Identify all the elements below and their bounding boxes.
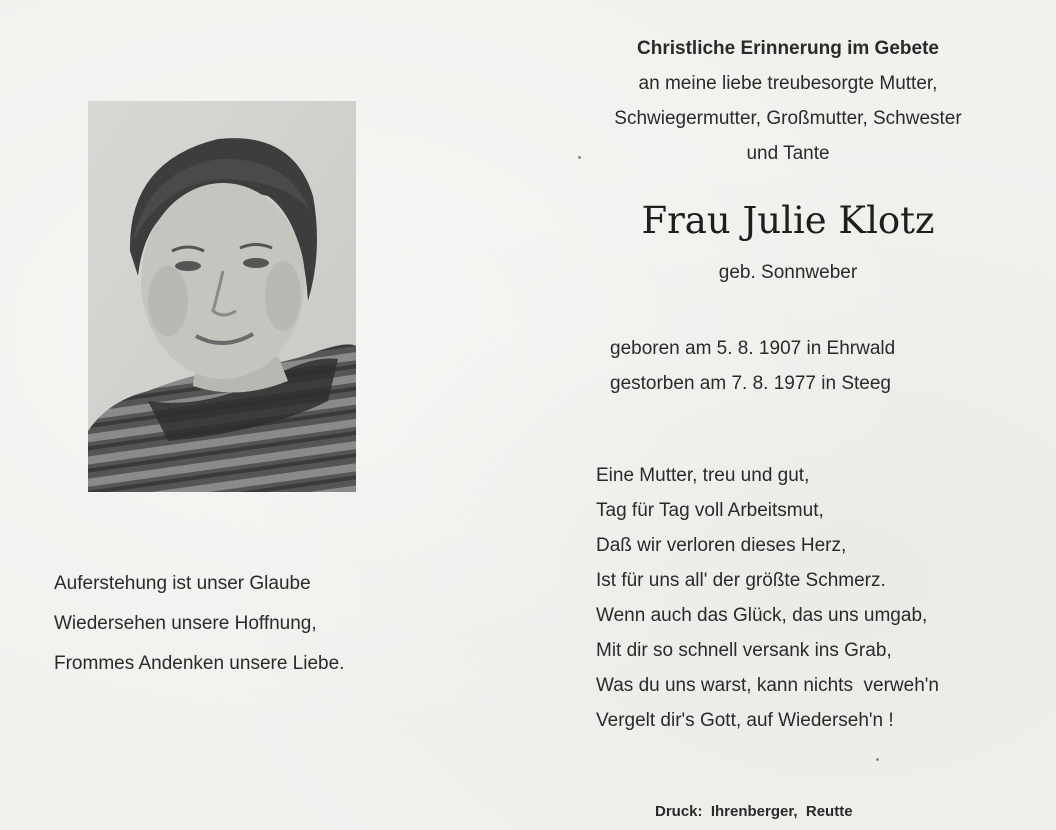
dedication-line: an meine liebe treubesorgte Mutter, <box>638 73 938 94</box>
poem-line: Vergelt dir's Gott, auf Wiederseh'n ! <box>596 710 894 731</box>
life-dates <box>610 331 895 401</box>
birth-date: geboren am 5. 8. 1907 in Ehrwald <box>610 338 896 359</box>
death-date: gestorben am 7. 8. 1977 in Steeg <box>610 373 891 394</box>
dedication-block <box>548 31 1028 171</box>
printer-credit: Druck: Ihrenberger, Reutte <box>655 803 853 820</box>
motto-line: Auferstehung ist unser Glaube <box>54 573 311 594</box>
portrait-image <box>88 101 356 492</box>
poem-line: Ist für uns all' der größte Schmerz. <box>596 570 886 591</box>
motto <box>54 564 344 684</box>
poem <box>596 458 939 738</box>
poem-line: Tag für Tag voll Arbeitsmut, <box>596 500 824 521</box>
speck <box>876 758 879 761</box>
motto-line: Wiedersehen unsere Hoffnung, <box>54 613 317 634</box>
portrait-photo <box>88 101 356 492</box>
poem-line: Mit dir so schnell versank ins Grab, <box>596 640 892 661</box>
speck <box>578 156 581 159</box>
poem-line: Was du uns warst, kann nichts verweh'n <box>596 675 939 696</box>
poem-line: Eine Mutter, treu und gut, <box>596 465 810 486</box>
poem-line: Daß wir verloren dieses Herz, <box>596 535 847 556</box>
maiden-name: geb. Sonnweber <box>718 262 858 283</box>
dedication-line: Schwiegermutter, Großmutter, Schwester <box>614 108 962 129</box>
motto-line: Frommes Andenken unsere Liebe. <box>54 653 345 674</box>
dedication-title: Christliche Erinnerung im Gebete <box>637 38 939 59</box>
dedication-line: und Tante <box>746 143 830 164</box>
poem-line: Wenn auch das Glück, das uns umgab, <box>596 605 928 626</box>
deceased-name: Frau Julie Klotz <box>641 199 935 242</box>
